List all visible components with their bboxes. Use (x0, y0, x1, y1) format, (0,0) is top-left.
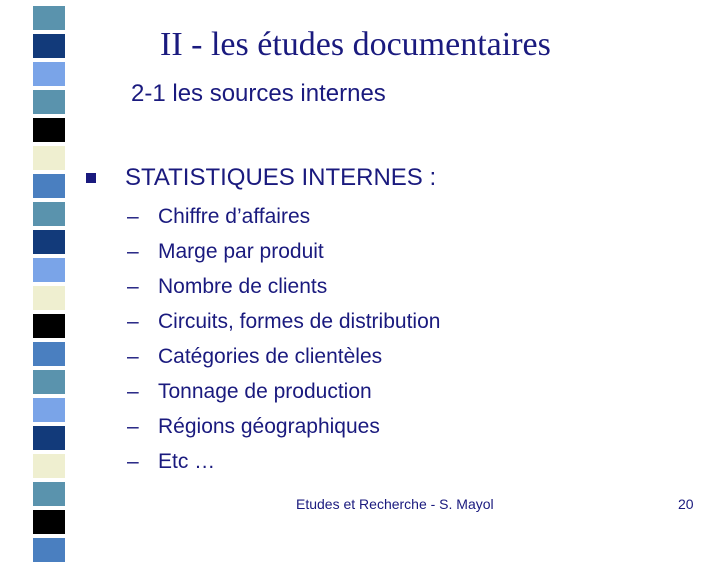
list-item (127, 374, 440, 409)
list-item (127, 304, 440, 339)
list-item (127, 199, 440, 234)
list-item-text: Régions géographiques (158, 414, 380, 438)
stripe-block (33, 230, 65, 254)
list-item-text: Etc … (158, 449, 216, 473)
stripe-block (33, 118, 65, 142)
dash-icon: – (127, 274, 139, 298)
stripe-block (33, 174, 65, 198)
slide-subtitle: 2-1 les sources internes (131, 80, 386, 107)
dash-icon: – (127, 204, 139, 228)
stripe-block (33, 146, 65, 170)
list-item (127, 409, 440, 444)
list-item-text: Marge par produit (158, 239, 324, 263)
list-item-text: Chiffre d’affaires (158, 204, 311, 228)
main-bullet (86, 163, 436, 193)
stripe-block (33, 202, 65, 226)
dash-icon: – (127, 414, 139, 438)
stripe-block (33, 314, 65, 338)
list-item-text: Tonnage de production (158, 379, 372, 403)
dash-icon: – (127, 379, 139, 403)
decorative-stripe (0, 0, 72, 540)
stripe-block (33, 538, 65, 562)
page-number: 20 (678, 496, 694, 512)
stripe-block (33, 286, 65, 310)
square-bullet-icon (86, 173, 96, 183)
stripe-block (33, 62, 65, 86)
stripe-block (33, 454, 65, 478)
stripe-block (33, 370, 65, 394)
list-item-text: Circuits, formes de distribution (158, 309, 441, 333)
list-item (127, 234, 440, 269)
dash-icon: – (127, 449, 139, 473)
stripe-block (33, 90, 65, 114)
stripe-block (33, 342, 65, 366)
dash-icon: – (127, 309, 139, 333)
stripe-block (33, 426, 65, 450)
slide-title: II - les études documentaires (160, 26, 551, 63)
stripe-block (33, 482, 65, 506)
dash-icon: – (127, 344, 139, 368)
list-item-text: Catégories de clientèles (158, 344, 383, 368)
sub-bullet-list (127, 199, 440, 479)
list-item (127, 444, 440, 479)
stripe-block (33, 34, 65, 58)
main-bullet-text: STATISTIQUES INTERNES : (125, 164, 437, 191)
footer-text: Etudes et Recherche - S. Mayol (296, 496, 494, 512)
stripe-block (33, 6, 65, 30)
stripe-block (33, 510, 65, 534)
list-item (127, 339, 440, 374)
stripe-block (33, 258, 65, 282)
dash-icon: – (127, 239, 139, 263)
list-item (127, 269, 440, 304)
list-item-text: Nombre de clients (158, 274, 328, 298)
stripe-block (33, 398, 65, 422)
